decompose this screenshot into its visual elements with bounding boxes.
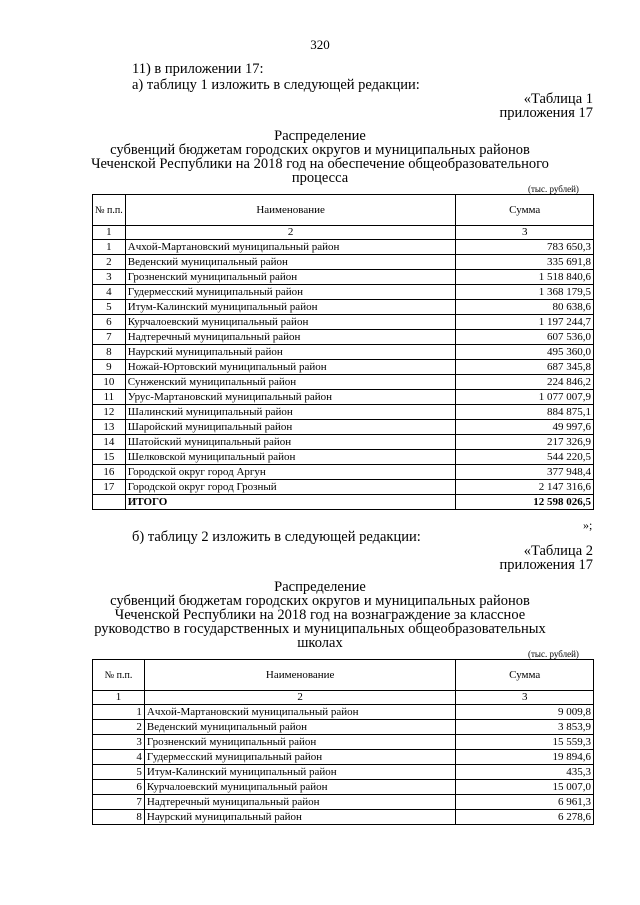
table1-row	[93, 345, 594, 360]
row-sum: 9 009,8	[456, 705, 594, 720]
row-name: Шалинский муниципальный район	[125, 405, 456, 420]
row-sum: 1 368 179,5	[456, 285, 594, 300]
table1-row	[93, 330, 594, 345]
table1-row	[93, 420, 594, 435]
table2-title-line2: субвенций бюджетам городских округов и муниципальных районов	[110, 593, 530, 609]
table1-index-cell: 3	[456, 226, 594, 240]
row-name: Шелковской муниципальный район	[125, 450, 456, 465]
table1-row	[93, 360, 594, 375]
row-number: 8	[93, 345, 126, 360]
row-number: 13	[93, 420, 126, 435]
table2-row	[93, 810, 594, 825]
item-11-heading: 11) в приложении 17:	[132, 61, 264, 77]
table1-row	[93, 390, 594, 405]
total-blank-cell	[93, 495, 126, 510]
row-number: 1	[93, 240, 126, 255]
row-number: 17	[93, 480, 126, 495]
table1-row	[93, 285, 594, 300]
row-sum: 2 147 316,6	[456, 480, 594, 495]
table1-col-sum-header: Сумма	[456, 195, 594, 226]
table2-row	[93, 720, 594, 735]
table2	[92, 659, 594, 825]
row-number: 4	[93, 750, 145, 765]
row-number: 7	[93, 330, 126, 345]
table1-index-row	[93, 226, 594, 240]
row-sum: 19 894,6	[456, 750, 594, 765]
row-sum: 15 007,0	[456, 780, 594, 795]
row-sum: 1 197 244,7	[456, 315, 594, 330]
table1-row	[93, 375, 594, 390]
table1-total-row	[93, 495, 594, 510]
table2-index-cell: 1	[93, 691, 145, 705]
table1-title-line4: процесса	[291, 170, 349, 186]
table2-row	[93, 765, 594, 780]
sub-b-text: б) таблицу 2 изложить в следующей редакции:	[132, 529, 421, 545]
row-name: Городской округ город Аргун	[125, 465, 456, 480]
row-name: Веденский муниципальный район	[125, 255, 456, 270]
row-sum: 217 326,9	[456, 435, 594, 450]
row-number: 12	[93, 405, 126, 420]
row-sum: 495 360,0	[456, 345, 594, 360]
table2-title-line1: Распределение	[274, 579, 366, 595]
row-sum: 15 559,3	[456, 735, 594, 750]
table2-title-line3: Чеченской Республики на 2018 год на вознаграждение за классное	[114, 607, 526, 623]
row-sum: 49 997,6	[456, 420, 594, 435]
table2-label-line1: «Таблица 2	[523, 543, 593, 559]
row-number: 4	[93, 285, 126, 300]
row-number: 2	[93, 720, 145, 735]
row-number: 2	[93, 255, 126, 270]
table1-closing-mark: »;	[583, 518, 593, 532]
table2-index-cell: 3	[456, 691, 594, 705]
page-number: 320	[310, 37, 330, 52]
table1-row	[93, 405, 594, 420]
table2-title-line5: школах	[297, 635, 343, 651]
table1-col-name-header: Наименование	[125, 195, 456, 226]
row-number: 16	[93, 465, 126, 480]
table1-row	[93, 450, 594, 465]
total-label: ИТОГО	[125, 495, 456, 510]
row-number: 3	[93, 735, 145, 750]
row-name: Курчалоевский муниципальный район	[125, 315, 456, 330]
table2-index-row	[93, 691, 594, 705]
row-name: Веденский муниципальный район	[144, 720, 456, 735]
table2-title	[60, 580, 580, 650]
row-number: 1	[93, 705, 145, 720]
table2-row	[93, 705, 594, 720]
table1-title-line3: Чеченской Республики на 2018 год на обеспечение общеобразовательного	[91, 156, 549, 172]
table1-units: (тыс. рублей)	[528, 184, 579, 194]
row-number: 8	[93, 810, 145, 825]
row-name: Шатойский муниципальный район	[125, 435, 456, 450]
row-sum: 687 345,8	[456, 360, 594, 375]
row-sum: 377 948,4	[456, 465, 594, 480]
row-sum: 224 846,2	[456, 375, 594, 390]
table2-units: (тыс. рублей)	[528, 649, 579, 659]
table1-row	[93, 255, 594, 270]
row-number: 5	[93, 765, 145, 780]
row-name: Итум-Калинский муниципальный район	[125, 300, 456, 315]
table2-row	[93, 750, 594, 765]
table1-row	[93, 270, 594, 285]
table2-row	[93, 795, 594, 810]
row-name: Городской округ город Грозный	[125, 480, 456, 495]
table1-row	[93, 435, 594, 450]
table1-row	[93, 315, 594, 330]
table1-row	[93, 465, 594, 480]
row-name: Наурский муниципальный район	[125, 345, 456, 360]
row-number: 14	[93, 435, 126, 450]
row-sum: 335 691,8	[456, 255, 594, 270]
table2-title-line4: руководство в государственных и муниципальных общеобразовательных	[94, 621, 546, 637]
table1-title-line1: Распределение	[274, 128, 366, 144]
row-sum: 6 961,3	[456, 795, 594, 810]
row-number: 9	[93, 360, 126, 375]
row-number: 5	[93, 300, 126, 315]
table1-label-line1: «Таблица 1	[523, 91, 593, 107]
row-sum: 1 518 840,6	[456, 270, 594, 285]
table1-header-row	[93, 195, 594, 226]
row-number: 15	[93, 450, 126, 465]
row-name: Ачхой-Мартановский муниципальный район	[144, 705, 456, 720]
row-sum: 1 077 007,9	[456, 390, 594, 405]
row-name: Курчалоевский муниципальный район	[144, 780, 456, 795]
table2-index-cell: 2	[144, 691, 456, 705]
row-number: 7	[93, 795, 145, 810]
table1-label-line2: приложения 17	[499, 105, 593, 121]
row-number: 6	[93, 315, 126, 330]
row-name: Надтеречный муниципальный район	[144, 795, 456, 810]
table1-col-num-header: № п.п.	[93, 195, 126, 226]
table2-row	[93, 735, 594, 750]
table1-row	[93, 300, 594, 315]
table2-header-row	[93, 660, 594, 691]
row-sum: 3 853,9	[456, 720, 594, 735]
row-name: Шаройский муниципальный район	[125, 420, 456, 435]
row-number: 10	[93, 375, 126, 390]
row-name: Гудермесский муниципальный район	[144, 750, 456, 765]
row-name: Ачхой-Мартановский муниципальный район	[125, 240, 456, 255]
row-number: 6	[93, 780, 145, 795]
row-name: Итум-Калинский муниципальный район	[144, 765, 456, 780]
row-sum: 544 220,5	[456, 450, 594, 465]
table1-index-cell: 1	[93, 226, 126, 240]
table2-col-sum-header: Сумма	[456, 660, 594, 691]
table2-row	[93, 780, 594, 795]
row-sum: 884 875,1	[456, 405, 594, 420]
table1	[92, 194, 594, 510]
row-name: Ножай-Юртовский муниципальный район	[125, 360, 456, 375]
row-number: 3	[93, 270, 126, 285]
table1-title	[60, 129, 580, 185]
row-sum: 607 536,0	[456, 330, 594, 345]
row-name: Грозненский муниципальный район	[125, 270, 456, 285]
row-name: Надтеречный муниципальный район	[125, 330, 456, 345]
sub-a-text: а) таблицу 1 изложить в следующей редакции:	[132, 77, 420, 93]
row-sum: 783 650,3	[456, 240, 594, 255]
table2-col-num-header: № п.п.	[93, 660, 145, 691]
total-sum: 12 598 026,5	[456, 495, 594, 510]
row-name: Сунженский муниципальный район	[125, 375, 456, 390]
row-name: Урус-Мартановский муниципальный район	[125, 390, 456, 405]
row-name: Грозненский муниципальный район	[144, 735, 456, 750]
table2-label-line2: приложения 17	[499, 557, 593, 573]
row-name: Наурский муниципальный район	[144, 810, 456, 825]
table1-row	[93, 480, 594, 495]
row-sum: 6 278,6	[456, 810, 594, 825]
row-number: 11	[93, 390, 126, 405]
table1-title-line2: субвенций бюджетам городских округов и муниципальных районов	[110, 142, 530, 158]
row-name: Гудермесский муниципальный район	[125, 285, 456, 300]
row-sum: 435,3	[456, 765, 594, 780]
table2-col-name-header: Наименование	[144, 660, 456, 691]
row-sum: 80 638,6	[456, 300, 594, 315]
table1-row	[93, 240, 594, 255]
table1-index-cell: 2	[125, 226, 456, 240]
